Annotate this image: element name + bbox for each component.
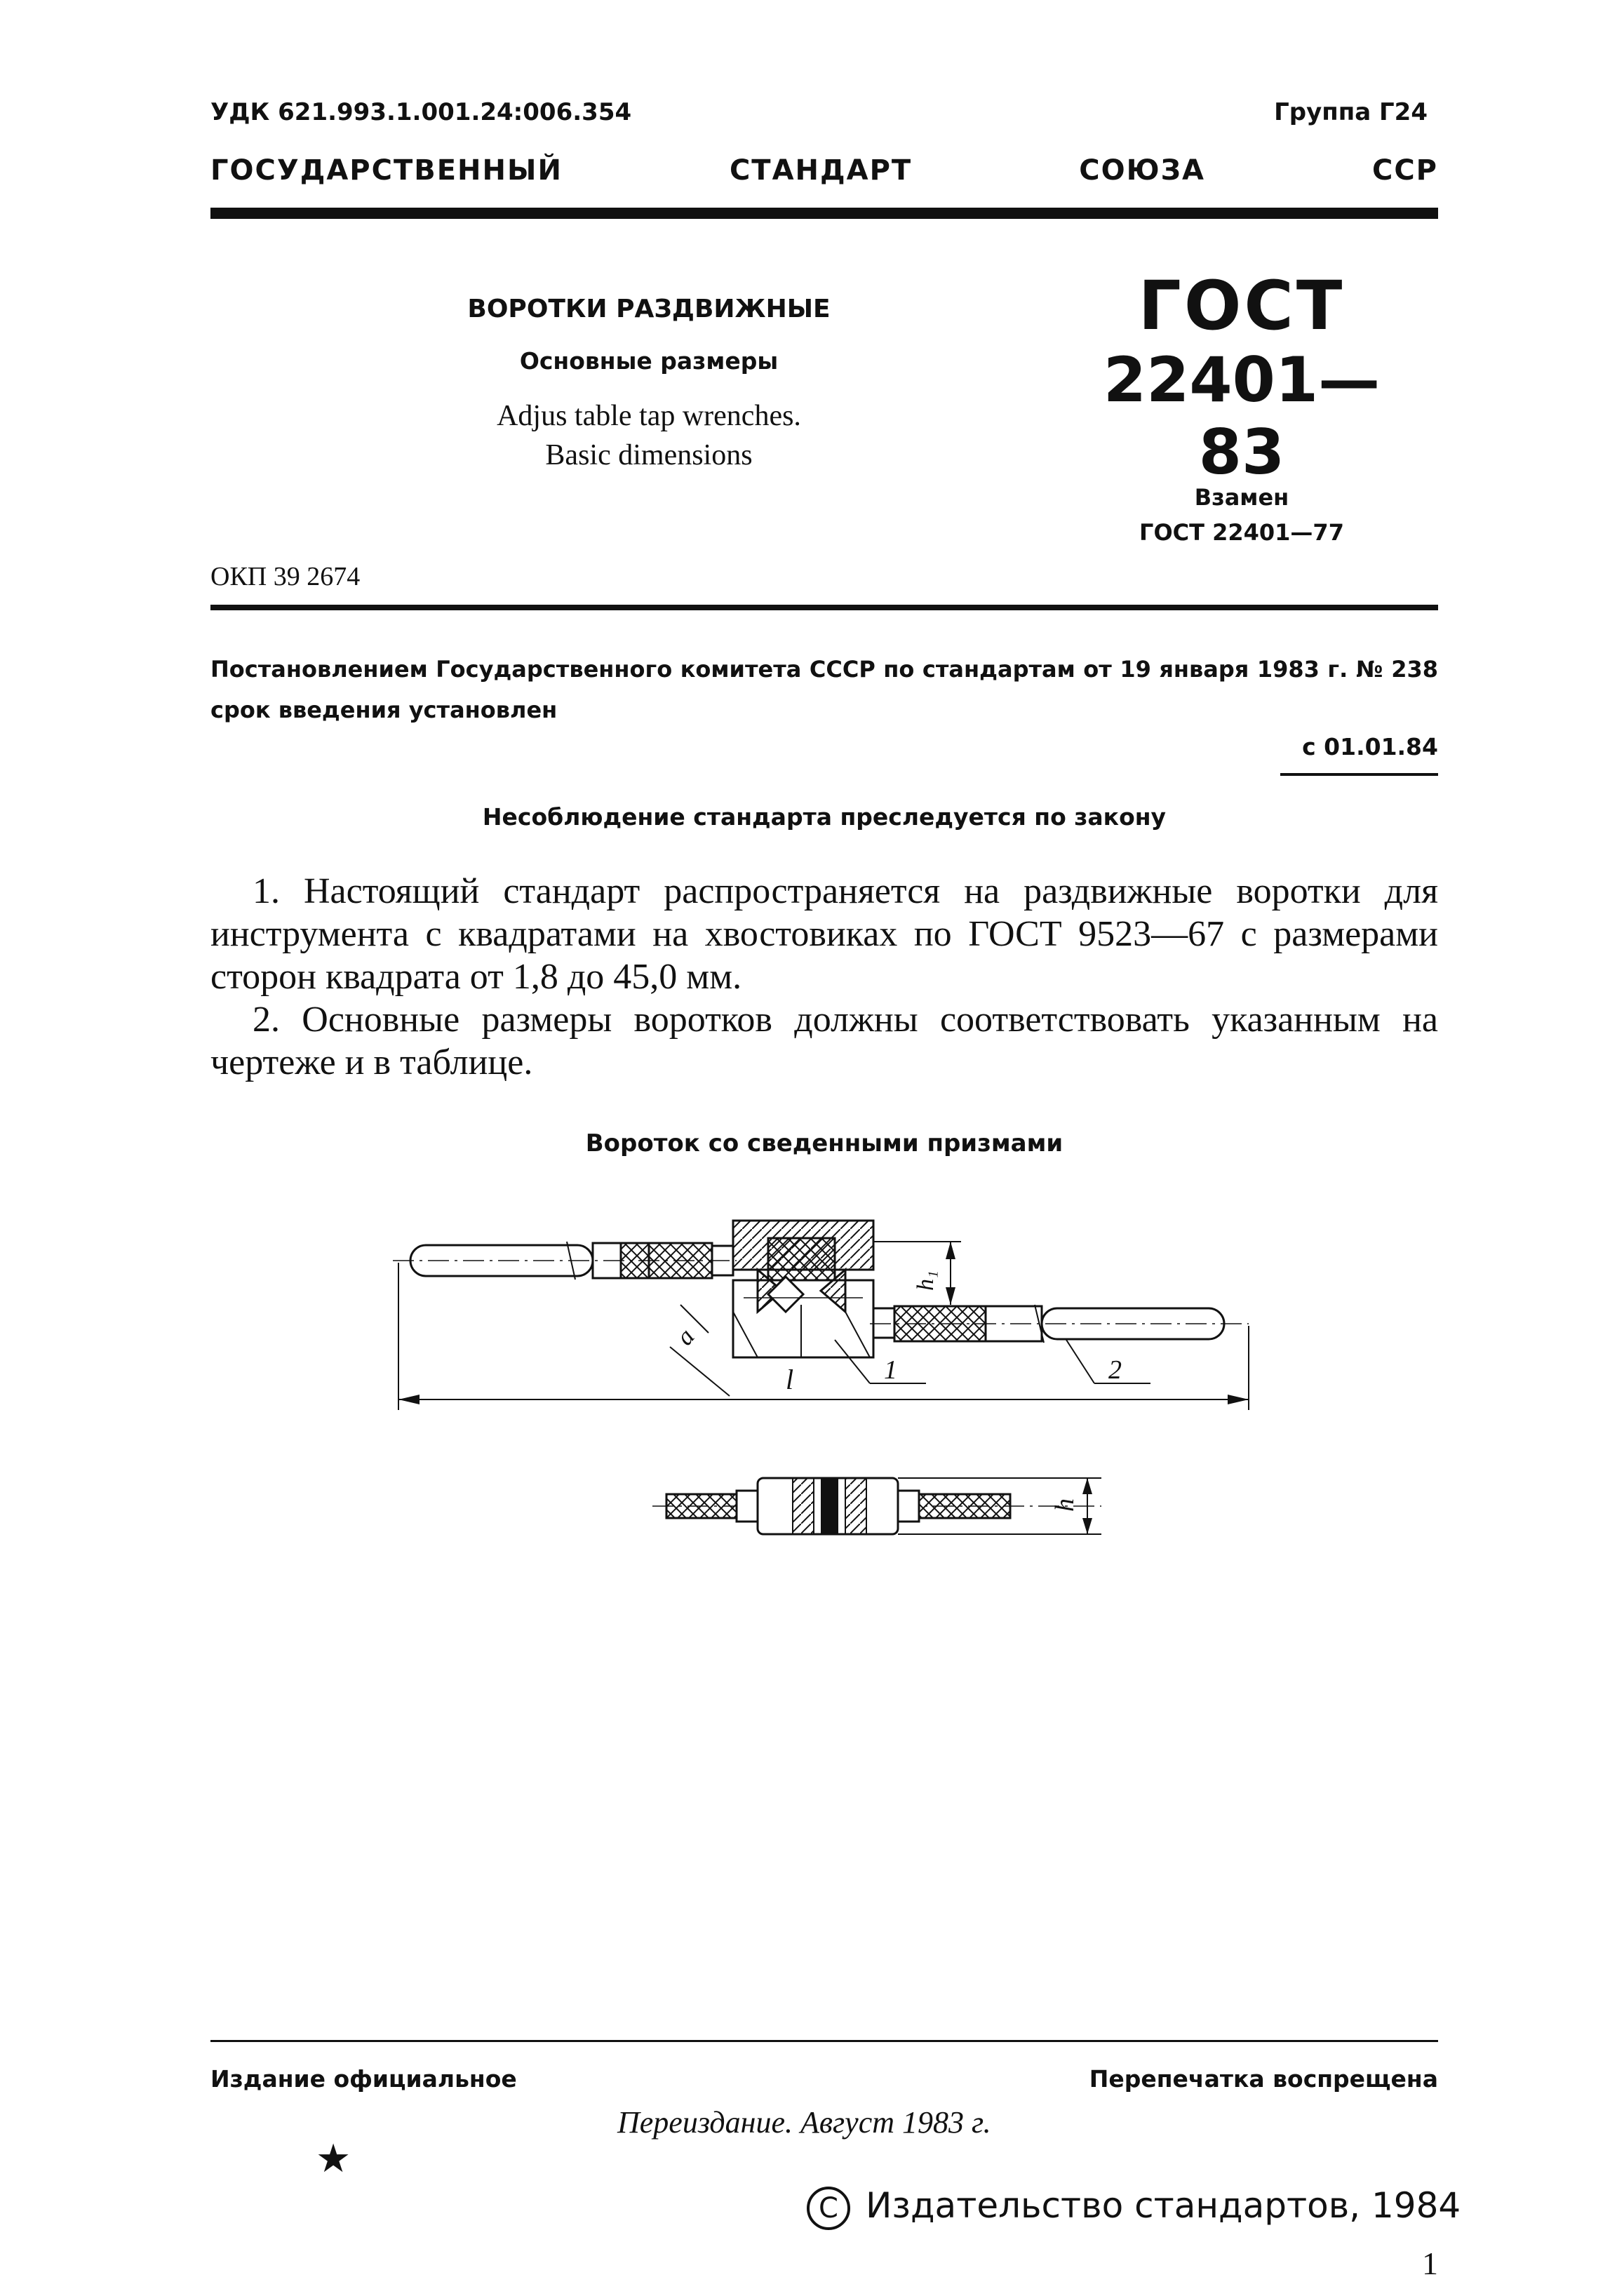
page-number: 1 [1422, 2245, 1438, 2281]
dimension-a-label: a [670, 1322, 700, 1351]
reissue-note: Переиздание. Август 1983 г. [617, 2105, 991, 2140]
star-icon: ★ [316, 2136, 351, 2182]
side-view [652, 1478, 1101, 1534]
state-standard-banner [210, 154, 1438, 187]
gost-number: 22401—83 [1103, 344, 1381, 488]
banner-word-3: СОЮЗА [1079, 154, 1205, 187]
gost-label: ГОСТ [1138, 267, 1345, 345]
okp-code: ОКП 39 2674 [210, 562, 361, 591]
title-russian: ВОРОТКИ РАЗДВИЖНЫЕ [467, 295, 831, 323]
paragraph-2: 2. Основные размеры воротков должны соответствовать указанным на чертеже и в таблице. [210, 1000, 1438, 1082]
wrench-body [733, 1221, 873, 1357]
replaces-value: ГОСТ 22401—77 [1139, 519, 1344, 546]
effective-date: с 01.01.84 [1280, 733, 1438, 776]
paragraph-1: 1. Настоящий стандарт распространяется на раздвижные воротки для инструмента с квадратами на хвостовиках по ГОСТ 9523—67 с размерами сторон квадрата от 1,8 до 45,0 мм. [210, 871, 1438, 997]
banner-word-4: ССР [1371, 154, 1438, 187]
title-english-line-2: Basic dimensions [545, 439, 753, 471]
callout-2: 2 [1108, 1355, 1122, 1385]
subtitle-russian: Основные размеры [519, 347, 779, 375]
publisher-text: Издательство стандартов, 1984 [866, 2185, 1461, 2226]
tap-wrench-drawing [379, 1200, 1291, 1585]
title-english [393, 396, 905, 475]
udc-code: УДК 621.993.1.001.24:006.354 [210, 98, 632, 126]
callout-1: 1 [884, 1355, 897, 1385]
decree-text: Постановлением Государственного комитета СССР по стандартам от 19 января 1983 г. № 238 срок введения установлен [210, 656, 1438, 723]
replaces-label: Взамен [1194, 484, 1289, 511]
header-rule [210, 208, 1438, 219]
body-text [210, 870, 1438, 1084]
official-edition: Издание официальное [210, 2065, 517, 2093]
reprint-forbidden: Перепечатка воспрещена [1089, 2065, 1438, 2093]
dimension-h-label: h [1050, 1498, 1080, 1512]
legal-notice: Несоблюдение стандарта преследуется по закону [482, 803, 1167, 831]
group-code: Группа Г24 [1274, 98, 1428, 126]
title-rule [210, 605, 1438, 610]
title-english-line-1: Adjus table tap wrenches. [497, 400, 801, 432]
dimension-h1-label: h₁ [913, 1270, 939, 1291]
copyright-icon: C [807, 2187, 850, 2230]
dimension-l-label: l [786, 1364, 794, 1395]
figure-caption: Вороток со сведенными призмами [585, 1129, 1063, 1157]
banner-word-1: ГОСУДАРСТВЕННЫЙ [210, 154, 563, 187]
banner-word-2: СТАНДАРТ [729, 154, 913, 187]
publisher-line [807, 2185, 1461, 2230]
footer-rule [210, 2040, 1438, 2042]
